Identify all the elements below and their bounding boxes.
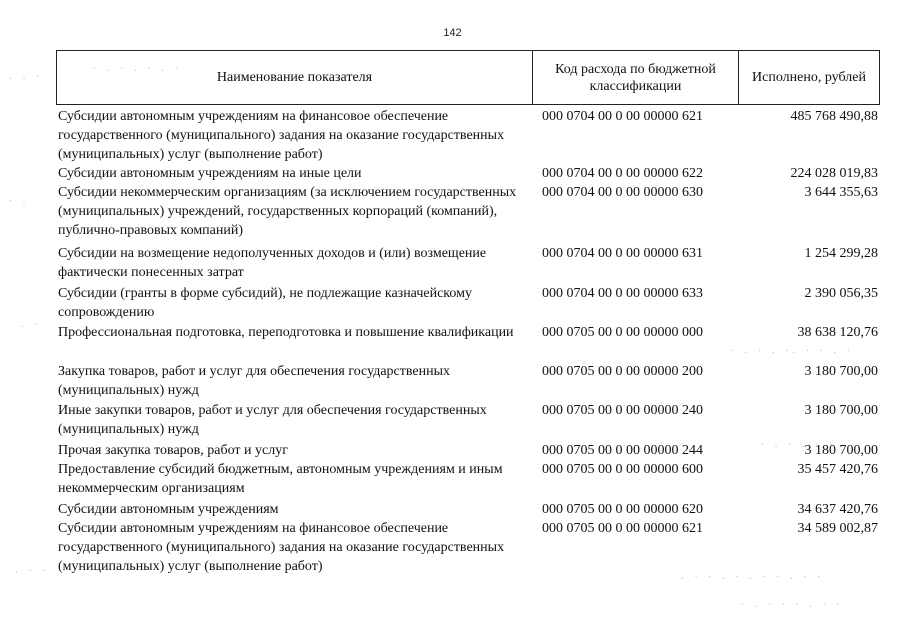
page-number: 142: [443, 27, 462, 39]
row-name: Иные закупки товаров, работ и услуг для обеспечения государственных (муниципальных) нужд: [58, 403, 487, 437]
table-row: [58, 164, 880, 183]
row-code: 000 0704 00 0 00 00000 622: [542, 166, 703, 181]
row-code: 000 0704 00 0 00 00000 630: [542, 185, 703, 200]
header-executed: Исполнено, рублей: [752, 70, 866, 85]
row-name: Профессиональная подготовка, переподготовка и повышение квалификации: [58, 325, 514, 340]
table-header: [56, 50, 880, 105]
table-row: [58, 362, 880, 401]
table-row: [58, 460, 880, 500]
row-code: 000 0705 00 0 00 00000 600: [542, 462, 703, 477]
table-row: [58, 183, 880, 244]
scan-noise: · . · . ·. · · . ·: [730, 346, 853, 355]
row-name: Субсидии (гранты в форме субсидий), не подлежащие казначейскому сопровождению: [58, 286, 472, 320]
scan-noise: · .: [8, 196, 29, 205]
row-amount: 34 637 420,76: [797, 502, 878, 517]
table-body: [58, 107, 880, 576]
scan-noise: . ·: [20, 320, 41, 329]
scan-noise: . . ·: [8, 72, 43, 81]
row-code: 000 0705 00 0 00 00000 240: [542, 403, 703, 418]
row-code: 000 0704 00 0 00 00000 633: [542, 286, 703, 301]
row-code: 000 0705 00 0 00 00000 244: [542, 443, 703, 458]
row-name: Предоставление субсидий бюджетным, автономным учреждениям и иным некоммерческим организациям: [58, 462, 503, 496]
row-amount: 485 768 490,88: [790, 109, 878, 124]
row-amount: 3 180 700,00: [804, 403, 878, 418]
row-name: Субсидии некоммерческим организациям (за исключением государственных (муниципальных) учреждений, государственных корпораций (компаний), публично-правовых компаний): [58, 185, 517, 238]
scan-noise: . · · . · . · · . · ·: [680, 572, 824, 581]
scan-noise: · . · . · ·: [760, 440, 835, 449]
row-amount: 2 390 056,35: [804, 286, 878, 301]
table-row: [58, 323, 880, 362]
row-code: 000 0705 00 0 00 00000 200: [542, 364, 703, 379]
row-name: Субсидии автономным учреждениям на финансовое обеспечение государственного (муниципального) задания на оказание государственных (муниципальных) услуг (выполнение работ): [58, 521, 505, 574]
row-code: 000 0705 00 0 00 00000 000: [542, 325, 703, 340]
row-amount: 224 028 019,83: [790, 166, 878, 181]
scan-noise: . · ·: [14, 566, 49, 575]
row-amount: 1 254 299,28: [804, 246, 878, 261]
scan-noise: · . · · · . · ·: [740, 600, 843, 609]
row-amount: 3 180 700,00: [804, 364, 878, 379]
row-amount: 34 589 002,87: [797, 521, 878, 536]
scan-noise: · . · . · . ·: [92, 64, 181, 73]
table-row: [58, 107, 880, 164]
table-row: [58, 284, 880, 323]
row-name: Закупка товаров, работ и услуг для обеспечения государственных (муниципальных) нужд: [58, 364, 451, 398]
header-code: Код расхода по бюджетной классификации: [533, 51, 739, 104]
row-name: Прочая закупка товаров, работ и услуг: [58, 443, 288, 458]
table-row: [58, 500, 880, 519]
row-amount: 38 638 120,76: [797, 325, 878, 340]
row-name: Субсидии автономным учреждениям на иные цели: [58, 166, 362, 181]
row-amount: 3 180 700,00: [804, 443, 878, 458]
row-code: 000 0705 00 0 00 00000 620: [542, 502, 703, 517]
row-code: 000 0705 00 0 00 00000 621: [542, 521, 703, 536]
row-code: 000 0704 00 0 00 00000 621: [542, 109, 703, 124]
row-amount: 3 644 355,63: [804, 185, 878, 200]
row-code: 000 0704 00 0 00 00000 631: [542, 246, 703, 261]
row-name: Субсидии на возмещение недополученных доходов и (или) возмещение фактически понесенных затрат: [58, 246, 487, 280]
row-name: Субсидии автономным учреждениям: [58, 502, 279, 517]
row-name: Субсидии автономным учреждениям на финансовое обеспечение государственного (муниципального) задания на оказание государственных (муниципальных) услуг (выполнение работ): [58, 109, 505, 162]
table-row: [58, 401, 880, 441]
table-row: [58, 519, 880, 576]
header-name: Наименование показателя: [57, 51, 533, 104]
row-amount: 35 457 420,76: [797, 462, 878, 477]
table-row: [58, 244, 880, 284]
table-row: [58, 441, 880, 460]
